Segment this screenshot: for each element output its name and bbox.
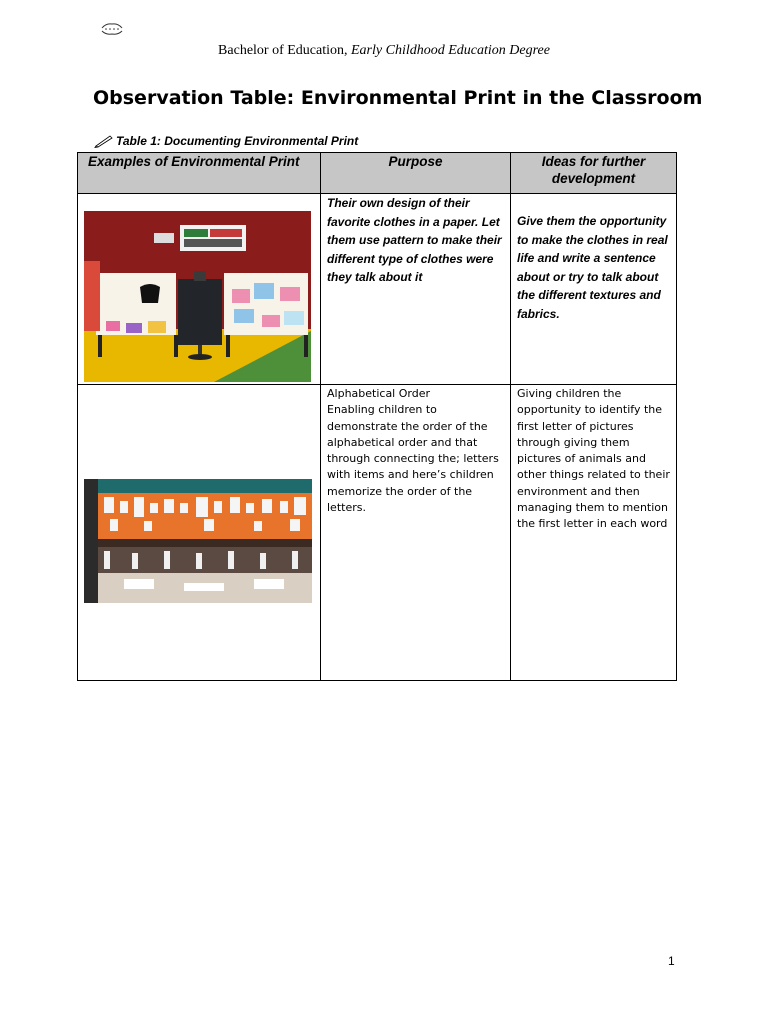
- ideas-text: Give them the opportunity to make the clothes in real life and write a sentence about or try to talk about the different textures and fabrics.: [517, 214, 668, 321]
- page-number: 1: [668, 954, 675, 968]
- purpose-text: [321, 194, 510, 287]
- ideas-cell: [511, 385, 677, 681]
- purpose-line: Let them use pattern to make their different type of clothes were they talk about it: [327, 214, 502, 285]
- column-header-examples: Examples of Environmental Print: [78, 153, 321, 194]
- column-header-purpose: Purpose: [321, 153, 511, 194]
- caption-text: Table 1: Documenting Environmental Print: [116, 134, 359, 148]
- ideas-cell: [511, 194, 677, 385]
- ideas-text: Giving children the opportunity to identify the first letter of pictures through giving them pictures of animals and other things related to their environment and then managing them to mention the first letter in each word: [517, 387, 670, 531]
- alphabet-wall-photo: [84, 479, 312, 603]
- purpose-cell: [321, 194, 511, 385]
- clothes-display-photo: [84, 211, 311, 382]
- table-caption: [94, 134, 358, 148]
- table-row: [78, 194, 677, 385]
- header-degree: Bachelor of Education,: [218, 43, 348, 58]
- header-program: Early Childhood Education Degree: [351, 43, 550, 58]
- purpose-heading: Alphabetical Order: [327, 387, 430, 400]
- document-header: [0, 43, 768, 59]
- example-cell: [78, 194, 321, 385]
- pencil-icon: [94, 134, 114, 148]
- column-header-ideas: Ideas for further development: [511, 153, 677, 194]
- purpose-text: [321, 385, 510, 516]
- logo-icon: [100, 22, 124, 36]
- table-header-row: [78, 153, 677, 194]
- table-row: [78, 385, 677, 681]
- observation-table: [77, 152, 677, 681]
- example-cell: [78, 385, 321, 681]
- purpose-cell: [321, 385, 511, 681]
- purpose-body: Enabling children to demonstrate the order of the alphabetical order and that through connecting the; letters with items and here’s children memorize the order of the letters.: [327, 403, 499, 515]
- page-title: Observation Table: Environmental Print in the Classroom: [93, 87, 703, 109]
- purpose-line: Their own design of their favorite clothes in a paper.: [327, 196, 479, 229]
